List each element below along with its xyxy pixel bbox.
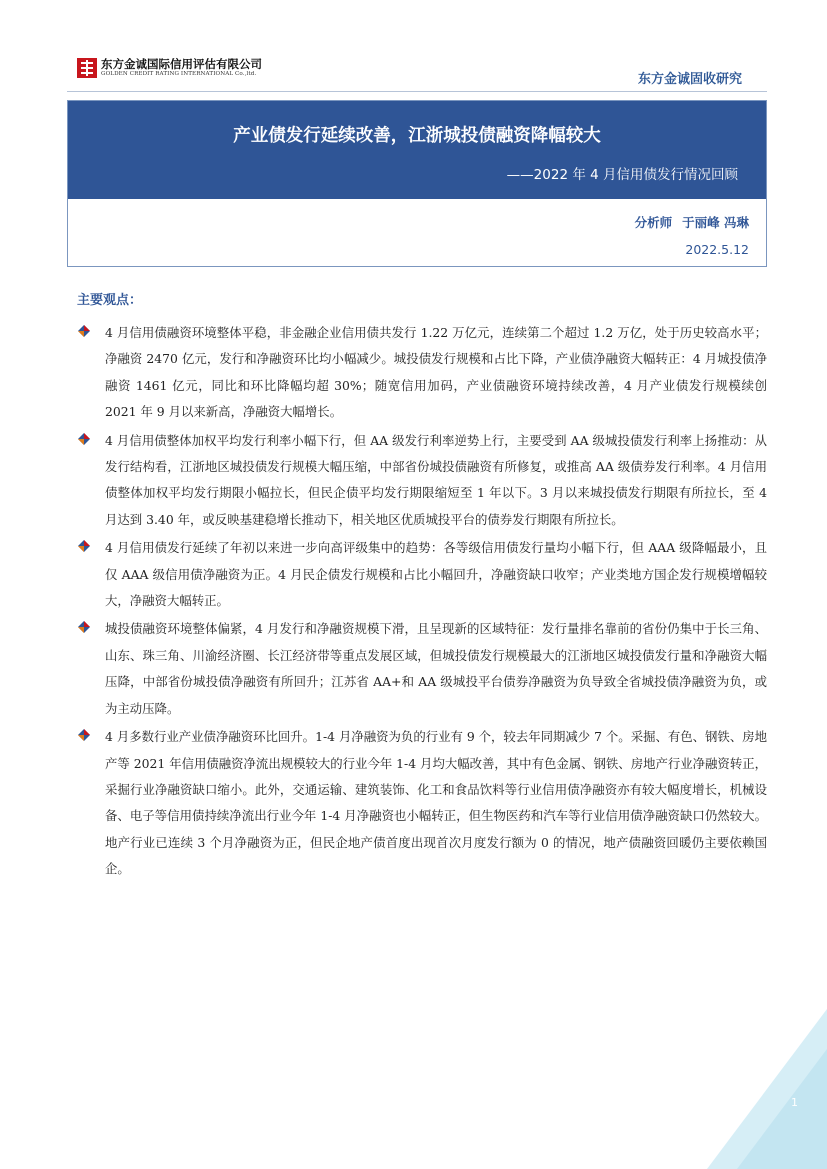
point-text: 4 月多数行业产业债净融资环比回升。1-4 月净融资为负的行业有 9 个，较去年同期减少 7 个。采掘、有色、钢铁、房地产等 2021 年信用债融资净流出规模较大的行业今年 1-4 月均大幅改善，其中有色金属、钢铁、房地产行业净融资转正，采掘行业净融资缺口缩小。此外，交通运输、建筑装饰、化工和食品饮料等行业信用债净融资亦有较大幅度增长，机械设备、电子等信用债持续净流出行业今年 1-4 月净融资也小幅转正，但生物医药和汽车等行业信用债净融资缺口仍然较大。地产行业已连续 3 个月净融资为正，但民企地产债首度出现首次月度发行额为 0 的情况，地产债融资回暖仍主要依赖国企。 (105, 729, 767, 877)
title-band (68, 101, 766, 199)
point-text: 4 月信用债发行延续了年初以来进一步向高评级集中的趋势：各等级信用债发行量均小幅下行，但 AAA 级降幅最小，且仅 AAA 级信用债净融资为正。4 月民企债发行规模和占比小幅回升，净融资缺口收窄；产业类地方国企发行规模增幅较大，净融资大幅转正。 (105, 540, 767, 609)
diamond-bullet-icon (77, 727, 91, 741)
series-label: 东方金诚固收研究 (637, 72, 742, 87)
report-subtitle: ——2022 年 4 月信用债发行情况回顾 (506, 167, 738, 183)
diamond-bullet-icon (77, 619, 91, 633)
list-item (77, 428, 767, 534)
list-item (77, 616, 767, 722)
analyst-label: 分析师 (634, 215, 673, 230)
page-header (0, 0, 827, 96)
list-item (77, 535, 767, 614)
header-divider (67, 91, 767, 92)
section-heading: 主要观点： (77, 293, 143, 308)
diamond-bullet-icon (77, 323, 91, 337)
key-points-list (77, 320, 767, 885)
analyst-line (635, 213, 749, 231)
list-item (77, 724, 767, 882)
point-text: 4 月信用债整体加权平均发行利率小幅下行，但 AA 级发行利率逆势上行，主要受到 AA 级城投债发行利率上扬推动：从发行结构看，江浙地区城投债发行规模大幅压缩，中部省份城投债融资有所修复，或推高 AA 级债券发行利率。4 月信用债整体加权平均发行期限小幅拉长，但民企债平均发行期限缩短至 1 年以下。3 月以来城投债发行期限有所拉长，至 4 月达到 3.40 年，或反映基建稳增长推动下，相关地区优质城投平台的债券发行期限有所拉长。 (105, 432, 767, 527)
company-logo (77, 58, 262, 78)
report-title-box (67, 100, 767, 267)
point-text: 城投债融资环境整体偏紧，4 月发行和净融资规模下滑，且呈现新的区域特征：发行量排名靠前的省份仍集中于长三角、山东、珠三角、川渝经济圈、长江经济带等重点发展区域，但城投债发行规模最大的江浙地区城投债发行量和净融资大幅压降，中部省份城投债净融资有所回升；江苏省 AA+和 AA 级城投平台债券净融资为负导致全省城投债净融资为负，或为主动压降。 (105, 621, 767, 716)
report-date: 2022.5.12 (685, 242, 749, 257)
analyst-names: 于丽峰 冯琳 (682, 215, 749, 230)
corner-decoration (707, 1009, 827, 1169)
company-name-en: GOLDEN CREDIT RATING INTERNATIONAL Co.,ltd. (101, 71, 257, 77)
point-text: 4 月信用债融资环境整体平稳，非金融企业信用债共发行 1.22 万亿元，连续第二个超过 1.2 万亿，处于历史较高水平；净融资 2470 亿元，发行和净融资环比均小幅减少。城投债发行规模和占比下降，产业债净融资大幅转正：4 月城投债净融资 1461 亿元，同比和环比降幅均超 30%；随宽信用加码，产业债融资环境持续改善，4 月产业债发行规模续创 2021 年 9 月以来新高，净融资大幅增长。 (105, 325, 767, 420)
company-name-cn: 东方金诚国际信用评估有限公司 (101, 57, 262, 71)
report-title: 产业债发行延续改善，江浙城投债融资降幅较大 (233, 126, 601, 146)
company-logo-icon (77, 58, 97, 78)
page-number: 1 (791, 1096, 798, 1109)
list-item (77, 320, 767, 426)
diamond-bullet-icon (77, 431, 91, 445)
diamond-bullet-icon (77, 538, 91, 552)
